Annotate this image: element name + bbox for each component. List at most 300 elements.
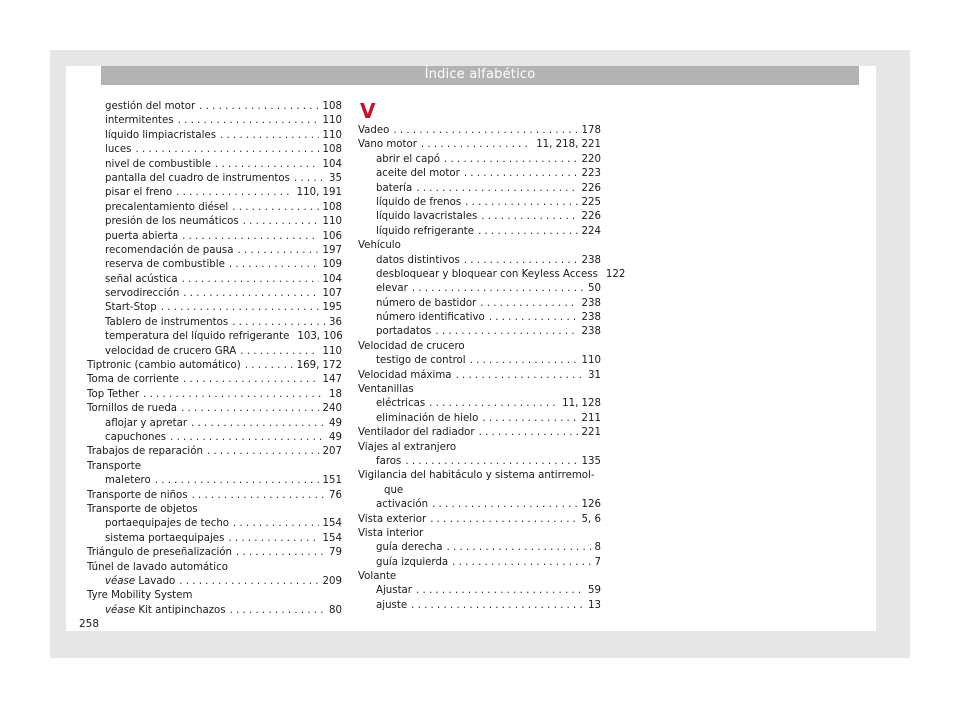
entry-label-wrap — [376, 556, 448, 570]
index-entry — [358, 599, 601, 613]
entry-label: aflojar y apretar — [105, 417, 188, 429]
entry-label-wrap — [105, 517, 229, 531]
dot-leader — [393, 124, 577, 138]
entry-pages[interactable]: 79 — [329, 547, 342, 559]
index-column-right — [358, 124, 626, 613]
entry-label-wrap — [376, 254, 460, 268]
entry-pages[interactable]: 110 — [581, 355, 601, 367]
entry-pages[interactable]: 104 — [322, 273, 342, 285]
entry-pages[interactable]: 80 — [329, 604, 342, 616]
entry-label-wrap — [105, 431, 166, 445]
entry-label: nivel de combustible — [105, 158, 212, 170]
entry-label-wrap — [105, 129, 216, 143]
index-entry — [358, 268, 626, 282]
entry-label-wrap — [105, 244, 233, 258]
entry-pages[interactable]: 224 — [581, 225, 601, 237]
entry-label: guía izquierda — [376, 556, 449, 568]
entry-label: líquido de frenos — [376, 196, 462, 208]
index-entry — [358, 412, 601, 426]
dot-leader — [489, 311, 578, 325]
entry-label: servodirección — [105, 288, 180, 300]
dot-leader — [191, 417, 325, 431]
entry-label: Ajustar — [376, 585, 412, 597]
dot-leader — [183, 373, 319, 387]
entry-label: Trabajos de reparación — [87, 446, 203, 458]
entry-pages[interactable]: 108 — [322, 201, 342, 213]
dot-leader — [233, 517, 319, 531]
entry-pages[interactable]: 226 — [581, 211, 601, 223]
entry-pages[interactable]: 178 — [581, 124, 601, 136]
entry-label: precalentamiento diésel — [105, 201, 229, 213]
index-entry-continuation — [358, 484, 601, 498]
entry-label: sistema portaequipajes — [105, 532, 225, 544]
entry-pages[interactable]: 238 — [581, 297, 601, 309]
index-entry — [358, 325, 601, 339]
entry-label-wrap — [376, 584, 412, 598]
index-entry — [87, 172, 342, 186]
entry-pages[interactable]: 107 — [322, 288, 342, 300]
entry-label-wrap — [376, 153, 440, 167]
entry-pages[interactable]: 35 — [329, 172, 342, 184]
entry-pages[interactable]: 110 — [322, 115, 342, 127]
index-entry — [87, 186, 342, 200]
entry-label-wrap — [87, 373, 179, 387]
entry-pages[interactable]: 5, 6 — [581, 513, 601, 525]
index-entry — [87, 158, 342, 172]
entry-label: Ventilador del radiador — [358, 427, 475, 439]
index-entry — [358, 196, 601, 210]
index-heading — [87, 589, 342, 603]
entry-label: líquido refrigerante — [376, 225, 475, 237]
entry-label-wrap — [87, 489, 188, 503]
entry-label: datos distintivos — [376, 254, 460, 266]
index-heading — [358, 383, 601, 397]
entry-pages[interactable]: 49 — [329, 417, 342, 429]
dot-leader — [192, 489, 325, 503]
entry-label-wrap — [376, 354, 466, 368]
index-entry — [87, 273, 342, 287]
entry-pages[interactable]: 104 — [322, 158, 342, 170]
entry-label-wrap — [105, 158, 211, 172]
index-entry — [358, 297, 601, 311]
entry-label-wrap — [376, 297, 476, 311]
entry-label: Vista interior — [358, 527, 424, 539]
entry-label-wrap — [376, 167, 460, 181]
entry-label-wrap — [376, 311, 485, 325]
entry-label-wrap — [105, 114, 174, 128]
entry-pages[interactable]: 7 — [594, 556, 601, 568]
entry-label: número identificativo — [376, 312, 485, 324]
entry-pages[interactable]: 238 — [581, 326, 601, 338]
index-heading — [87, 503, 342, 517]
entry-pages[interactable]: 154 — [322, 518, 342, 530]
entry-label-wrap — [105, 230, 178, 244]
entry-label-wrap — [105, 143, 131, 157]
entry-label-wrap — [87, 445, 203, 459]
index-entry — [87, 287, 342, 301]
entry-pages[interactable]: 238 — [581, 254, 601, 266]
entry-label: Lavado — [138, 575, 176, 587]
page-number: 258 — [79, 618, 100, 630]
entry-label: Viajes al extranjero — [358, 441, 457, 453]
dot-leader — [416, 182, 577, 196]
dot-leader — [480, 297, 577, 311]
entry-label: testigo de control — [376, 355, 466, 367]
entry-label: Volante — [358, 571, 397, 583]
dot-leader — [237, 244, 318, 258]
dot-leader — [479, 426, 578, 440]
entry-label: recomendación de pausa — [105, 244, 234, 256]
index-entry — [87, 402, 342, 416]
index-entry — [87, 474, 342, 488]
index-entry — [358, 541, 601, 555]
index-entry — [87, 431, 342, 445]
dot-leader — [240, 345, 318, 359]
entry-label-wrap — [358, 513, 426, 527]
entry-label: capuchones — [105, 431, 167, 443]
entry-label-wrap — [105, 345, 236, 359]
entry-label-wrap — [105, 273, 178, 287]
entry-pages[interactable]: 226 — [581, 182, 601, 194]
entry-label-wrap — [105, 316, 228, 330]
index-entry — [87, 230, 342, 244]
index-entry — [87, 114, 342, 128]
index-entry — [358, 167, 601, 181]
entry-label: desbloquear y bloquear con Keyless Access — [376, 268, 598, 280]
entry-label-wrap — [105, 100, 195, 114]
entry-label-wrap — [105, 575, 175, 589]
entry-label-wrap — [105, 172, 290, 186]
entry-pages[interactable]: 59 — [588, 585, 601, 597]
entry-label-wrap — [105, 287, 179, 301]
dot-leader — [179, 575, 318, 589]
entry-label: Triángulo de preseñalización — [87, 547, 232, 559]
entry-label-wrap — [376, 455, 401, 469]
dot-leader — [220, 129, 318, 143]
entry-label: Tornillos de rueda — [87, 403, 178, 415]
entry-label-wrap — [376, 210, 477, 224]
index-heading — [358, 570, 601, 584]
entry-pages[interactable]: 135 — [581, 455, 601, 467]
entry-label-wrap — [87, 402, 177, 416]
index-entry — [358, 354, 601, 368]
index-entry — [87, 201, 342, 215]
see-reference: véase — [105, 604, 136, 616]
index-entry — [358, 182, 601, 196]
entry-pages[interactable]: 195 — [322, 302, 342, 314]
index-entry — [358, 556, 601, 570]
entry-label-wrap — [376, 498, 428, 512]
entry-label: Transporte — [87, 460, 142, 472]
entry-label: eléctricas — [376, 398, 426, 410]
entry-label: reserva de combustible — [105, 259, 225, 271]
index-entry — [87, 546, 342, 560]
dot-leader — [245, 359, 293, 373]
index-entry — [87, 143, 342, 157]
index-entry — [87, 345, 342, 359]
entry-pages[interactable]: 220 — [581, 153, 601, 165]
entry-label: pantalla del cuadro de instrumentos — [105, 172, 290, 184]
index-entry — [358, 311, 601, 325]
entry-pages[interactable]: 221 — [581, 427, 601, 439]
index-entry — [87, 388, 342, 402]
entry-label: batería — [376, 182, 413, 194]
dot-leader — [199, 100, 318, 114]
index-entry — [358, 254, 601, 268]
entry-label: Vigilancia del habitáculo y sistema antirremol- — [358, 470, 595, 482]
entry-label: maletero — [105, 475, 151, 487]
entry-pages[interactable]: 110 — [322, 216, 342, 228]
index-entry — [87, 316, 342, 330]
entry-pages[interactable]: 50 — [588, 283, 601, 295]
entry-label: elevar — [376, 283, 408, 295]
entry-label: gestión del motor — [105, 100, 196, 112]
entry-label-wrap — [376, 268, 598, 282]
dot-leader — [236, 546, 325, 560]
dot-leader — [135, 143, 318, 157]
dot-leader — [182, 273, 319, 287]
entry-label: Vista exterior — [358, 513, 427, 525]
dot-leader — [207, 445, 319, 459]
dot-leader — [170, 431, 325, 445]
index-entry — [358, 498, 601, 512]
entry-label-wrap — [105, 417, 187, 431]
page-title: Índice alfabético — [424, 67, 536, 82]
entry-pages[interactable]: 49 — [329, 431, 342, 443]
dot-leader — [161, 301, 319, 315]
entry-label: líquido limpiacristales — [105, 129, 217, 141]
dot-leader — [232, 316, 325, 330]
dot-leader — [243, 215, 319, 229]
index-entry — [358, 455, 601, 469]
entry-pages[interactable]: 169, 172 — [296, 360, 342, 372]
index-entry — [87, 445, 342, 459]
entry-label: abrir el capó — [376, 153, 441, 165]
index-heading — [358, 239, 601, 253]
dot-leader — [444, 153, 578, 167]
entry-label-wrap — [376, 397, 425, 411]
entry-pages[interactable]: 103, 106 — [297, 331, 343, 343]
entry-pages[interactable]: 108 — [322, 100, 342, 112]
entry-label: guía derecha — [376, 542, 443, 554]
entry-pages[interactable]: 197 — [322, 244, 342, 256]
index-entry — [87, 517, 342, 531]
dot-leader — [181, 402, 318, 416]
entry-label: temperatura del líquido refrigerante — [105, 331, 290, 343]
entry-label-wrap — [105, 215, 239, 229]
dot-leader — [178, 114, 319, 128]
entry-label: Ventanillas — [358, 384, 414, 396]
entry-pages[interactable]: 154 — [322, 532, 342, 544]
entry-label: Velocidad de crucero — [358, 340, 465, 352]
dot-leader — [478, 225, 577, 239]
entry-label: pisar el freno — [105, 187, 173, 199]
dot-leader — [452, 556, 590, 570]
entry-label: eliminación de hielo — [376, 412, 479, 424]
entry-label-wrap — [105, 532, 224, 546]
dot-leader — [432, 498, 577, 512]
entry-label: Top Tether — [87, 388, 140, 400]
index-entry — [358, 225, 601, 239]
entry-label-wrap — [376, 599, 407, 613]
dot-leader — [482, 412, 577, 426]
entry-label: portaequipajes de techo — [105, 518, 230, 530]
index-heading — [358, 340, 601, 354]
entry-label: Túnel de lavado automático — [87, 561, 228, 573]
dot-leader — [429, 397, 558, 411]
entry-label: Tablero de instrumentos — [105, 316, 229, 328]
dot-leader — [465, 196, 577, 210]
dot-leader — [435, 325, 577, 339]
dot-leader — [470, 354, 578, 368]
index-entry — [358, 369, 601, 383]
entry-label: Vehículo — [358, 240, 401, 252]
entry-label-wrap — [105, 474, 151, 488]
dot-leader — [228, 532, 318, 546]
index-entry — [87, 575, 342, 589]
entry-label: Vadeo — [358, 124, 390, 136]
entry-pages[interactable]: 211 — [581, 412, 601, 424]
entry-pages[interactable]: 18 — [329, 388, 342, 400]
dot-leader — [183, 287, 318, 301]
dot-leader — [464, 254, 578, 268]
entry-label: Velocidad máxima — [358, 369, 452, 381]
dot-leader — [481, 210, 577, 224]
entry-pages[interactable]: 31 — [588, 369, 601, 381]
index-heading — [87, 561, 342, 575]
index-entry — [358, 210, 601, 224]
entry-pages[interactable]: 109 — [322, 259, 342, 271]
entry-label-wrap — [376, 541, 443, 555]
dot-leader — [229, 258, 319, 272]
entry-label-wrap — [376, 282, 408, 296]
entry-label-wrap — [376, 325, 431, 339]
entry-pages[interactable]: 13 — [588, 599, 601, 611]
index-entry — [87, 330, 342, 344]
entry-label-wrap — [376, 412, 478, 426]
entry-label: que — [384, 484, 404, 496]
entry-label-wrap — [358, 138, 417, 152]
index-entry — [87, 100, 342, 114]
entry-pages[interactable]: 207 — [322, 446, 342, 458]
entry-label-wrap — [87, 388, 139, 402]
see-reference: véase — [105, 575, 136, 587]
index-entry — [87, 373, 342, 387]
entry-label: número de bastidor — [376, 297, 477, 309]
entry-label: líquido lavacristales — [376, 211, 478, 223]
dot-leader — [230, 604, 325, 618]
index-entry — [87, 215, 342, 229]
dot-leader — [143, 388, 325, 402]
entry-label: velocidad de crucero GRA — [105, 345, 237, 357]
dot-leader — [294, 172, 325, 186]
index-entry — [87, 417, 342, 431]
entry-pages[interactable]: 225 — [581, 196, 601, 208]
entry-label-wrap — [358, 124, 389, 138]
entry-label: intermitentes — [105, 115, 174, 127]
entry-label: ajuste — [376, 599, 408, 611]
entry-label: puerta abierta — [105, 230, 179, 242]
index-entry — [358, 138, 601, 152]
dot-leader — [464, 167, 578, 181]
index-entry — [87, 604, 342, 618]
entry-label: aceite del motor — [376, 168, 460, 180]
entry-pages[interactable]: 147 — [322, 374, 342, 386]
dot-leader — [412, 282, 584, 296]
entry-label: portadatos — [376, 326, 432, 338]
index-heading — [358, 469, 601, 483]
entry-pages[interactable]: 108 — [322, 144, 342, 156]
entry-label: Toma de corriente — [87, 374, 179, 386]
entry-label: Kit antipinchazos — [138, 604, 226, 616]
entry-label-wrap — [105, 330, 289, 344]
entry-label-wrap — [376, 182, 412, 196]
entry-label-wrap — [87, 359, 241, 373]
index-column-left — [87, 100, 342, 618]
dot-leader — [411, 599, 584, 613]
entry-label: señal acústica — [105, 273, 178, 285]
entry-pages[interactable]: 8 — [594, 542, 601, 554]
entry-pages[interactable]: 11, 128 — [562, 398, 601, 410]
dot-leader — [182, 230, 318, 244]
entry-label: Start-Stop — [105, 302, 157, 314]
entry-pages[interactable]: 238 — [581, 312, 601, 324]
entry-label-wrap — [105, 258, 225, 272]
entry-label-wrap — [358, 426, 475, 440]
entry-label-wrap — [105, 201, 228, 215]
entry-pages[interactable]: 110 — [322, 345, 342, 357]
entry-label-wrap — [105, 186, 172, 200]
index-entry — [87, 532, 342, 546]
entry-label: presión de los neumáticos — [105, 216, 239, 228]
entry-label: Tiptronic (cambio automático) — [87, 360, 241, 372]
entry-label-wrap — [87, 546, 232, 560]
index-heading — [358, 527, 601, 541]
entry-pages[interactable]: 122 — [605, 268, 626, 280]
index-entry — [358, 513, 601, 527]
dot-leader — [416, 584, 584, 598]
entry-label-wrap — [376, 225, 474, 239]
entry-pages[interactable]: 151 — [322, 475, 342, 487]
dot-leader — [176, 186, 293, 200]
entry-pages[interactable]: 106 — [322, 230, 342, 242]
index-heading — [87, 460, 342, 474]
entry-pages[interactable]: 209 — [322, 575, 342, 587]
entry-label-wrap — [376, 196, 461, 210]
entry-label: Transporte de niños — [87, 489, 188, 501]
entry-pages[interactable]: 126 — [581, 499, 601, 511]
index-entry — [358, 585, 601, 599]
entry-label: faros — [376, 455, 402, 467]
entry-pages[interactable]: 76 — [329, 489, 342, 501]
entry-pages[interactable]: 36 — [329, 316, 342, 328]
entry-label: luces — [105, 144, 132, 156]
index-entry — [358, 426, 601, 440]
entry-pages[interactable]: 11, 218, 221 — [536, 139, 601, 151]
entry-pages[interactable]: 240 — [322, 403, 342, 415]
dot-leader — [456, 369, 584, 383]
entry-label-wrap — [105, 301, 157, 315]
index-entry — [87, 129, 342, 143]
dot-leader — [155, 474, 319, 488]
entry-pages[interactable]: 110 — [322, 129, 342, 141]
dot-leader — [421, 138, 532, 152]
dot-leader — [232, 201, 318, 215]
entry-pages[interactable]: 223 — [581, 168, 601, 180]
entry-label: Transporte de objetos — [87, 503, 198, 515]
dot-leader — [405, 455, 577, 469]
entry-pages[interactable]: 110, 191 — [296, 187, 342, 199]
